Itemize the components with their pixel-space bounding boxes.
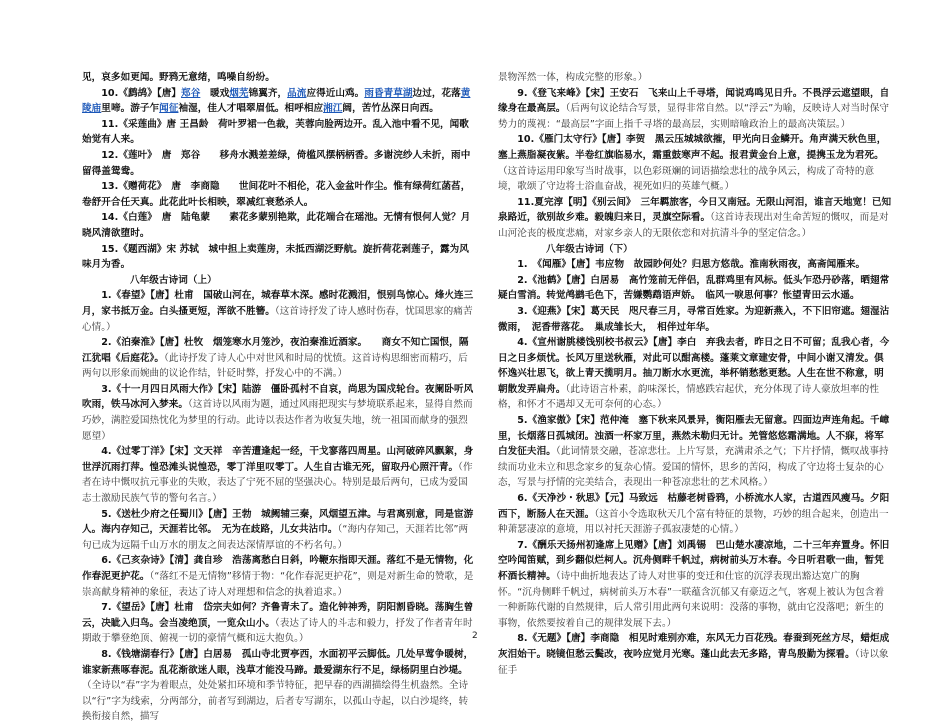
poem-paragraph <box>82 179 477 210</box>
poem-paragraph <box>82 600 477 647</box>
poem-paragraph <box>82 647 477 725</box>
poem-paragraph <box>498 538 893 632</box>
poem-text: 10.《鹧鸪》【唐】 <box>101 87 182 99</box>
poem-paragraph <box>82 210 477 241</box>
poem-text: 8.《钱塘湖春行》【唐】白居易 孤山寺北贾亭西，水面初平云脚低。几处早莺争暖树，谁家新燕啄春泥。乱花渐欲迷人眼，浅草才能没马蹄。最爱湖东行不足，绿杨阴里白沙堤。 <box>82 648 474 676</box>
poem-text: 12.《莲叶》 唐 郑谷 移舟水溅差差绿，倚槛风摆柄柄香。多谢浣纱人未折，雨中留得盖鸳鸯。 <box>82 149 471 177</box>
poem-text: 5.《渔家傲》【宋】范仲淹 塞下秋来风景异，衡阳雁去无留意。四面边声连角起。千嶂里，长烟落日孤城闭。浊酒一杯家万里，燕然未勒归无计。羌管悠悠霜满地。人不寐，将军白发征夫泪。 <box>498 415 890 458</box>
poem-paragraph <box>82 335 477 382</box>
commentary-text: （此诗抒发了诗人心中对世风和时局的忧愤。这首诗构思细密而精巧，后两句以形象而婉曲的议论作结，针砭时弊，抒发心中的不满。） <box>82 352 468 380</box>
annotated-word-link[interactable]: 雨昏青草湖 <box>364 87 413 99</box>
annotated-word-link[interactable]: 黄陵庙 <box>82 87 471 115</box>
commentary-text: （这首诗抒发了诗人感时伤春，忧国思家的痛苦心情。） <box>82 305 473 333</box>
poem-paragraph <box>82 382 477 444</box>
poem-paragraph <box>498 491 893 538</box>
poem-text: 八年级古诗词（上） <box>130 274 217 286</box>
poem-paragraph <box>82 70 477 86</box>
poem-text: 袖湿，佳人才唱翠眉低。相呼相应 <box>178 103 324 115</box>
commentary-text: （诗以象征手 <box>498 648 889 676</box>
poem-text: 5.《送杜少府之任蜀川》【唐】王勃 城阙辅三秦，风烟望五津。与君离别意，同是宦游人。海内存知己，天涯若比邻。 无为在歧路，儿女共沾巾。 <box>82 508 474 536</box>
poem-paragraph <box>82 444 477 506</box>
poem-paragraph <box>498 631 893 678</box>
poem-text: 2.《泊秦淮》【唐】杜牧 烟笼寒水月笼沙，夜泊秦淮近酒家。 商女不知亡国恨，隔江犹唱《后庭花》。 <box>82 337 469 364</box>
annotated-word-link[interactable]: 湘江 <box>323 103 343 115</box>
poem-text: 10.《雁门太守行》【唐】李贺 黑云压城城欲摧，甲光向日金鳞开。角声满天秋色里，塞上燕脂凝夜紫。半卷红旗临易水，霜重鼓寒声不起。报君黄金台上意，提携玉龙为君死。 <box>498 134 887 161</box>
poem-text: 6.《己亥杂诗》【清】龚自珍 浩荡离愁白日斜，吟鞭东指即天涯。落红不是无情物，化作春泥更护花。 <box>82 555 474 582</box>
poem-text: 2.《池鹤》【唐】白居易 高竹笼前无伴侣，乱群鸡里有风标。低头乍恐丹砂落，晒翅常疑白雪消。转觉鸬鹚毛色下，苦嫌鹦鹉语声娇。 临风一唳思何事？怅望青田云水遥。 <box>498 274 890 302</box>
poem-text: 4.《过零丁洋》【宋】文天祥 辛苦遭逢起一经，干戈寥落四周星。山河破碎风飘絮，身世浮沉雨打萍。惶恐滩头说惶恐，零丁洋里叹零丁。人生自古谁无死，留取丹心照汗青。 <box>82 446 474 473</box>
page-number: 2 <box>472 631 478 641</box>
poem-text: 13.《赠荷花》 唐 李商隐 世间花叶不相伦，花入金盆叶作尘。惟有绿荷红菡萏，卷舒开合任天真。此花此叶长相映，翠减红衰愁杀人。 <box>82 181 471 208</box>
poem-paragraph <box>498 86 893 133</box>
section-heading <box>498 242 893 258</box>
annotated-word-link[interactable]: 闻征 <box>159 103 179 115</box>
commentary-text: （这首诗运用印象写当时战事，以色彩斑斓的词语描绘悲壮的战争风云，构成了奇特的意境，歌颂了守边将士浴血奋战，视死如归的英雄气概。） <box>498 165 875 193</box>
poem-text: 6.《天净沙・秋思》【元】马致远 枯藤老树昏鸦，小桥流水人家，古道西风瘦马。夕阳西下，断肠人在天涯。 <box>498 493 890 520</box>
commentary-text: （后两句议论结合写景，显得非常自然。以“浮云”为喻，反映诗人对当时保守势力的蔑视：“最高层”字面上指千寻塔的最高层，实则暗喻政治上的最高决策层。） <box>498 103 889 130</box>
poem-text: 7.《望岳》【唐】杜甫 岱宗夫如何？齐鲁青未了。造化钟神秀，阴阳割昏晓。荡胸生曾云，决眦入归鸟。会当凌绝顶，一览众山小。 <box>82 602 474 629</box>
poem-paragraph <box>82 86 477 117</box>
poem-text: 里啼。游子乍 <box>101 103 160 115</box>
poem-text: 11.《采莲曲》唐 王昌龄 荷叶罗裙一色裁，芙蓉向脸两边开。乱入池中看不见，闻歌始觉有人来。 <box>82 118 469 146</box>
poem-paragraph <box>498 70 893 86</box>
poem-paragraph <box>498 413 893 491</box>
commentary-text: （表达了诗人的斗志和毅力，抒发了作者青年时期敢于攀登绝顶、俯视一切的豪情气概和远大抱负。） <box>82 617 473 645</box>
annotated-word-link[interactable]: 烟芜 <box>229 87 249 99</box>
poem-paragraph <box>498 273 893 304</box>
poem-paragraph <box>498 304 893 335</box>
poem-text: 见，哀多如更闻。野鸦无意绪，鸣噪自纷纷。 <box>82 72 275 83</box>
poem-paragraph <box>82 288 477 335</box>
left-column <box>82 70 477 725</box>
poem-text: 锦翼齐， <box>248 87 288 99</box>
poem-text: 1. 《闻雁》【唐】韦应物 故园眇何处？归思方悠哉。淮南秋雨夜，高斋闻雁来。 <box>517 259 866 271</box>
poem-text: 边过，花落 <box>412 87 461 99</box>
right-column <box>498 70 893 678</box>
poem-text: 7.《酬乐天扬州初逢席上见赠》【唐】刘禹锡 巴山楚水凄凉地，二十三年弃置身。怀旧空吟闻笛赋，到乡翻似烂柯人。沉舟侧畔千帆过，病树前头万木春。今日听君歌一曲，暂凭杯酒长精神。 <box>498 539 890 582</box>
poem-text: 4.《宣州谢朓楼饯别校书叔云》【唐】李白 弃我去者，昨日之日不可留；乱我心者，今日之日多烦忧。长风万里送秋雁，对此可以酣高楼。蓬莱文章建安骨，中间小谢又清发。俱怀逸兴壮思飞，欲上青天揽明月。抽刀断水水更流，举杯销愁愁更愁。人生在世不称意，明朝散发弄扁舟。 <box>498 337 890 395</box>
commentary-text: （这首诗表现出对生命苦短的慨叹，而是对山河沦丧的极度悲痛，对家乡亲人的无限依恋和对抗清斗争的坚定信念。） <box>498 212 889 239</box>
poem-text: 3.《迎燕》【宋】葛天民 咫尺春三月，寻常百姓家。为迎新燕入，不下旧帘遮。翅湿沾微雨， 泥香带落花。 巢成雏长大， 相伴过年华。 <box>498 305 890 333</box>
commentary-text: （这首小令选取秋天几个富有特征的景物，巧妙的组合起来，创造出一种萧瑟凄凉的意境，用以衬托天涯游子孤寂凄楚的心情。） <box>498 508 889 536</box>
commentary-text: （这首诗以风雨为题，通过风雨把现实与梦境联系起来，显得自然而巧妙，满腔爱国热忱化为梦里的行动。此诗以表达作者为收复失地，统一祖国而献身的强烈愿望） <box>82 399 473 442</box>
poem-text: 9.《登飞来峰》【宋】王安石 飞来山上千寻塔，闻说鸡鸣见日升。不畏浮云遮望眼，自缘身在最高层。 <box>498 87 890 115</box>
commentary-text: 景物浑然一体，构成完整的形象。） <box>498 72 648 83</box>
poem-paragraph <box>82 507 477 554</box>
poem-text: 1.《春望》【唐】杜甫 国破山河在，城春草木深。感时花溅泪，恨别鸟惊心。烽火连三月，家书抵万金。白头搔更短，浑欲不胜簪。 <box>82 290 474 317</box>
commentary-text: （作者在诗中慨叹抗元事业的失败，表达了宁死不屈的坚强决心。特别是最后两句，已成为爱国志士激励民族气节的警句名言。） <box>82 461 473 505</box>
commentary-text: （全诗以“春”字为着眼点，处处紧扣环境和季节特征，把早春的西湖描绘得生机盎然。全诗以“行”字为线索，分两部分，前者写到湖边，后者专写湖东，以孤山寺起，以白沙堤终，转换衔接自然，描写 <box>82 680 469 723</box>
poem-paragraph <box>82 553 477 600</box>
commentary-text: （“海内存知己，天涯若比邻”两句已成为远隔千山万水的朋友之间表达深情厚谊的不朽名句。） <box>82 524 469 551</box>
poem-paragraph <box>82 242 477 273</box>
commentary-text: （“落红不是无情物”移情于物：“化作春泥更护花”，则是对新生命的赞歌，是崇高献身精神的象征，表达了诗人对理想和信念的执着追求。） <box>82 571 474 598</box>
commentary-text: （此词情景交融，苍凉悲壮。上片写景，充满肃杀之气；下片抒情，慨叹战事持续而功业未立和思念家乡的复杂心情。爱国的情怀，思乡的苦闷，构成了守边将士复杂的心态，写景与抒情的完美结合，表现出一种苍凉悲壮的艺术风格。） <box>498 446 889 489</box>
poem-text: 14.《白莲》 唐 陆龟蒙 素花多蒙别艳欺，此花端合在瑶池。无情有恨何人觉？月晓风清欲堕时。 <box>82 212 471 239</box>
poem-text: 3.《十一月四日风雨大作》【宋】陆游 僵卧孤村不自哀，尚思为国戍轮台。夜阑卧听风吹雨，铁马冰河入梦来。 <box>82 383 474 411</box>
poem-paragraph <box>498 195 893 242</box>
poem-text: 暖戏 <box>200 87 230 99</box>
poem-paragraph <box>498 257 893 273</box>
poem-text: 8.《无题》【唐】李商隐 相见时难别亦难，东风无力百花残。春蚕到死丝方尽，蜡炬成灰泪始干。晓镜但愁云鬓改，夜吟应觉月光寒。蓬山此去无多路，青鸟殷勤为探看。 <box>498 633 890 660</box>
poem-text: 11.夏完淳【明】《别云间》 三年羁旅客，今日又南冠。无限山河泪，谁言天地宽！已知泉路近，欲别故乡难。毅魄归来日，灵旗空际看。 <box>498 196 892 224</box>
poem-paragraph <box>82 148 477 179</box>
poem-paragraph <box>498 132 893 194</box>
poem-paragraph <box>498 335 893 413</box>
poem-text: 应得近山鸡。 <box>306 87 365 99</box>
annotated-word-link[interactable]: 品流 <box>287 87 307 99</box>
poem-text: 15.《题西湖》宋 苏轼 城中担上卖莲房，未抵西湖泛野航。旋折荷花剥莲子，露为风味月为香。 <box>82 243 469 271</box>
poem-text: 八年级古诗词（下） <box>546 243 633 255</box>
poem-text: 阔，苦竹丛深日向西。 <box>342 103 439 115</box>
section-heading <box>82 273 477 289</box>
annotated-word-link[interactable]: 郑谷 <box>181 87 201 99</box>
commentary-text: （此诗语言朴素，韵味深长，情感跌宕起伏，充分体现了诗人豪放坦率的性格，和怀才不遇却又无可奈何的心态。） <box>498 383 879 411</box>
poem-paragraph <box>82 117 477 148</box>
commentary-text: （诗中曲折地表达了诗人对世事的变迁和仕宦的沉浮表现出豁达宽广的胸怀。“沉舟侧畔千帆过，病树前头万木春”一联蕴含沉郁又有豪迈之气，客观上被认为包含着一种新陈代谢的自然规律，后人常引用此两句来说明：没落的事物，就由它没落吧；新生的事物，依然要按着自己的规律发展下去。） <box>498 571 885 629</box>
